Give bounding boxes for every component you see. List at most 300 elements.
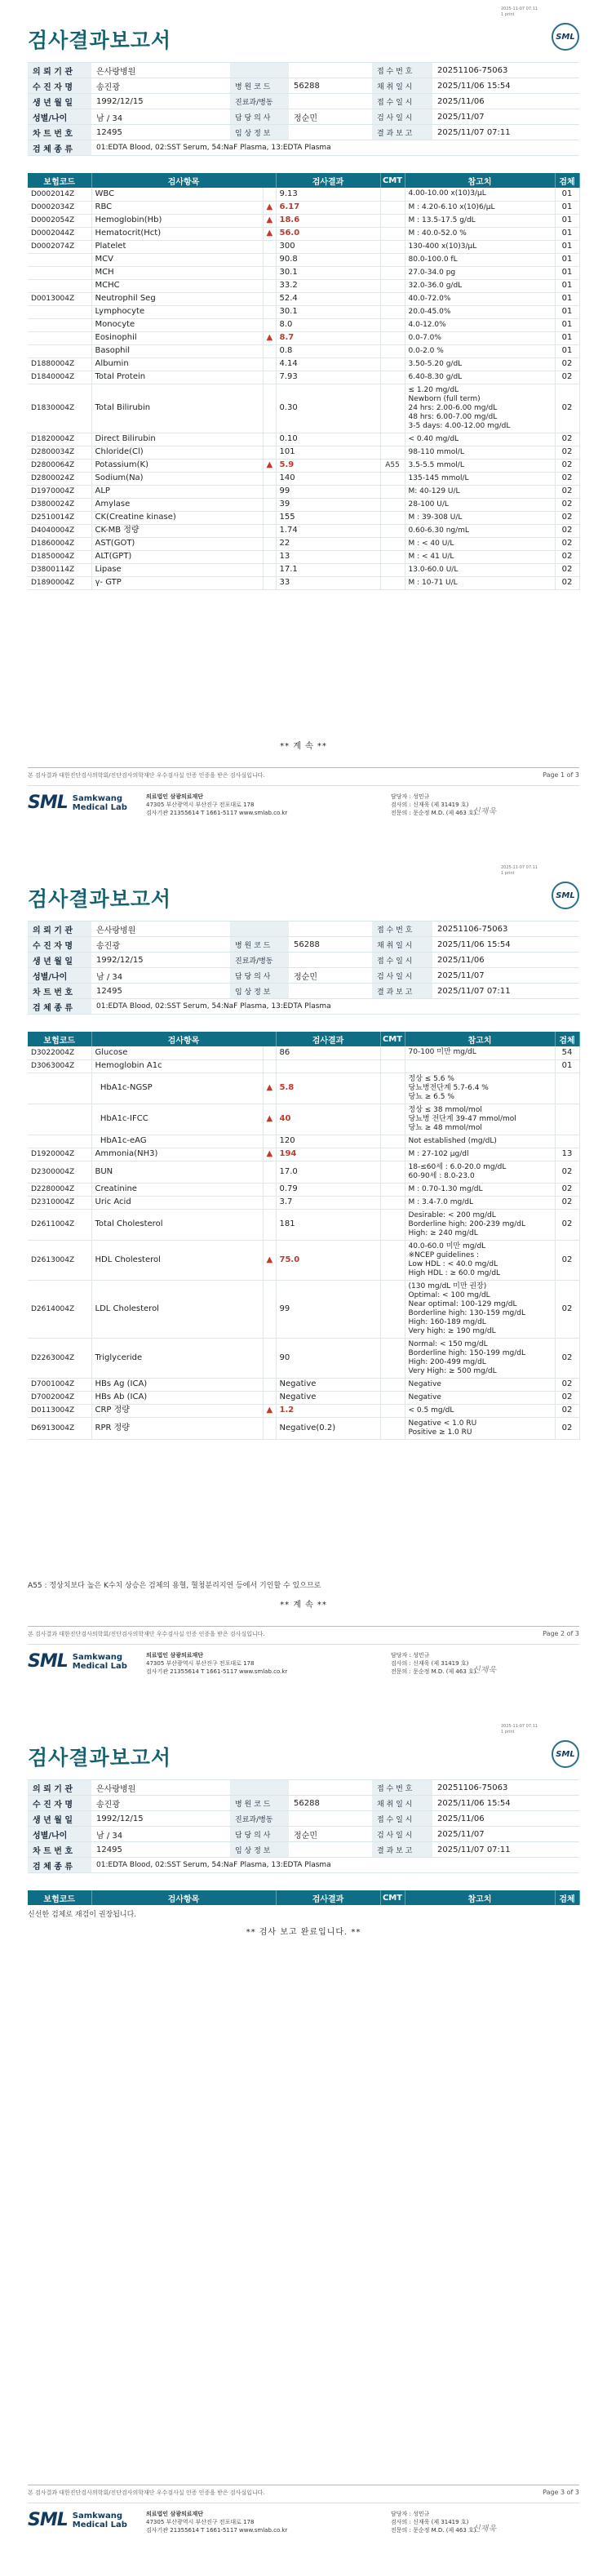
- comment-code: [380, 485, 405, 498]
- comment-code: [380, 1183, 405, 1196]
- specimen-code: 02: [555, 576, 579, 589]
- high-flag-icon: [263, 498, 276, 511]
- info-value: 1992/12/15: [91, 1811, 230, 1827]
- info-value: 2025/11/06 15:54: [432, 1796, 579, 1811]
- reference-range: 27.0-34.0 pg: [405, 266, 555, 279]
- specimen-code: 01: [555, 240, 579, 253]
- info-label: 임 상 정 보: [230, 1842, 289, 1858]
- info-label: 결 과 보 고: [372, 1842, 432, 1858]
- reference-range: 13.0-60.0 U/L: [405, 563, 555, 576]
- test-result: 30.1: [276, 305, 380, 318]
- comment-code: [380, 1404, 405, 1417]
- test-result: 33.2: [276, 279, 380, 292]
- footer-note: 본 검사결과 대한진단검사의학회/진단검사의학재단 우수검사실 인증 인증을 받은 검사실입니다.: [28, 772, 265, 779]
- specimen-code: 02: [555, 433, 579, 446]
- high-flag-icon: ▲: [263, 214, 276, 227]
- signatories: 담당자 : 성민규 검사의 : 신재욱 (제 31419 호) 전문의 : 문순정 M.D. (제 463 호): [391, 1652, 476, 1675]
- specimen-code: 01: [555, 1059, 579, 1073]
- table-row: [28, 1404, 579, 1417]
- test-result: 155: [276, 511, 380, 524]
- reference-range: 0.60-6.30 ng/mL: [405, 524, 555, 537]
- info-label: 검 사 일 시: [372, 968, 432, 984]
- test-result: 52.4: [276, 292, 380, 305]
- info-label: 진료과/병동: [230, 953, 289, 968]
- test-item: Total Bilirubin: [91, 384, 263, 433]
- col-result: 검사결과: [276, 173, 380, 188]
- comment-code: [380, 537, 405, 550]
- test-result: Negative: [276, 1378, 380, 1391]
- comment-code: [380, 1161, 405, 1183]
- reference-range: Negative: [405, 1391, 555, 1404]
- table-row: [28, 344, 579, 358]
- info-value: 20251106-75063: [432, 63, 579, 78]
- info-value: 남 / 34: [91, 1827, 230, 1842]
- table-row: [28, 358, 579, 371]
- reference-range: < 0.40 mg/dL: [405, 433, 555, 446]
- high-flag-icon: [263, 485, 276, 498]
- specimen-code: 02: [555, 371, 579, 384]
- info-label: 채 취 일 시: [372, 937, 432, 953]
- test-result: 90: [276, 1338, 380, 1378]
- report-page-2: [0, 859, 607, 1717]
- test-result: 17.1: [276, 563, 380, 576]
- test-result: 1.74: [276, 524, 380, 537]
- table-row: [28, 459, 579, 472]
- comment-code: [380, 524, 405, 537]
- info-label: 진료과/병동: [230, 1811, 289, 1827]
- comment-code: [380, 498, 405, 511]
- reference-range: 130-400 x(10)3/μL: [405, 240, 555, 253]
- info-value: 2025/11/06 15:54: [432, 78, 579, 94]
- info-label: 담 당 의 사: [230, 1827, 289, 1842]
- specimen-code: 02: [555, 511, 579, 524]
- high-flag-icon: [263, 253, 276, 266]
- test-item: Hemoglobin A1c: [91, 1059, 263, 1073]
- test-item: Hematocrit(Hct): [91, 227, 263, 240]
- comment-note: A55 : 정상치보다 높은 K수치 상승은 검체의 용혈, 혈청분리지연 등에서 기인할 수 있으므로: [28, 1582, 321, 1590]
- test-item: Monocyte: [91, 318, 263, 331]
- comment-code: [380, 1073, 405, 1104]
- specimen-code: 01: [555, 188, 579, 201]
- info-label: 수 진 자 명: [28, 1796, 91, 1811]
- specimen-code: 01: [555, 344, 579, 358]
- signatories: 담당자 : 성민규 검사의 : 신재욱 (제 31419 호) 전문의 : 문순정 M.D. (제 463 호): [391, 793, 476, 816]
- col-item: 검사항목: [91, 1032, 276, 1046]
- insurance-code: D2613004Z: [28, 1240, 91, 1280]
- table-row: [28, 253, 579, 266]
- test-item: Neutrophil Seg: [91, 292, 263, 305]
- test-item: Hemoglobin(Hb): [91, 214, 263, 227]
- test-result: 40: [276, 1104, 380, 1135]
- comment-code: [380, 279, 405, 292]
- info-value: 56288: [289, 1796, 372, 1811]
- results-table: [28, 173, 580, 590]
- table-row: [28, 201, 579, 214]
- reference-range: 70-100 미만 mg/dL: [405, 1046, 555, 1059]
- test-result: 0.30: [276, 384, 380, 433]
- insurance-code: D2263004Z: [28, 1338, 91, 1378]
- reference-range: 0.0-2.0 %: [405, 344, 555, 358]
- high-flag-icon: [263, 446, 276, 459]
- info-label: 차 트 번 호: [28, 984, 91, 999]
- test-item: HBs Ab (ICA): [91, 1391, 263, 1404]
- reference-range: 4.00-10.00 x(10)3/μL: [405, 188, 555, 201]
- test-result: 99: [276, 1280, 380, 1338]
- comment-code: [380, 1135, 405, 1148]
- insurance-code: D6913004Z: [28, 1417, 91, 1439]
- info-label: 결 과 보 고: [372, 125, 432, 140]
- comment-code: [380, 472, 405, 485]
- reference-range: 20.0-45.0%: [405, 305, 555, 318]
- test-result: 90.8: [276, 253, 380, 266]
- info-label: 검 체 종 류: [28, 1858, 91, 1873]
- test-result: 99: [276, 485, 380, 498]
- comment-code: [380, 1280, 405, 1338]
- insurance-code: D3022004Z: [28, 1046, 91, 1059]
- insurance-code: D2800034Z: [28, 446, 91, 459]
- comment-code: [380, 1240, 405, 1280]
- sml-logo-icon: SML: [552, 882, 579, 909]
- specimen-code: 01: [555, 279, 579, 292]
- reference-range: 3.50-5.20 g/dL: [405, 358, 555, 371]
- test-item: RBC: [91, 201, 263, 214]
- test-item: Total Cholesterol: [91, 1209, 263, 1240]
- page-number: Page 2 of 3: [543, 1630, 579, 1637]
- high-flag-icon: [263, 1046, 276, 1059]
- specimen-code: 01: [555, 318, 579, 331]
- lab-address: 의료법인 삼광의료재단 47305 부산광역시 부산진구 전포대로 178 검사기관 21355614 T 1661-5117 www.smlab.co.kr: [146, 2511, 288, 2534]
- lab-address: 의료법인 삼광의료재단 47305 부산광역시 부산진구 전포대로 178 검사기관 21355614 T 1661-5117 www.smlab.co.kr: [146, 793, 288, 816]
- info-label: 접 수 일 시: [372, 953, 432, 968]
- test-result: 5.8: [276, 1073, 380, 1104]
- table-row: [28, 1104, 579, 1135]
- high-flag-icon: [263, 292, 276, 305]
- col-code: 보험코드: [28, 1032, 91, 1046]
- high-flag-icon: ▲: [263, 1104, 276, 1135]
- test-result: 86: [276, 1046, 380, 1059]
- insurance-code: [28, 344, 91, 358]
- test-result: 0.10: [276, 433, 380, 446]
- insurance-code: D1860004Z: [28, 537, 91, 550]
- high-flag-icon: [263, 563, 276, 576]
- test-result: 22: [276, 537, 380, 550]
- info-label: [230, 63, 289, 78]
- info-label: 진료과/병동: [230, 94, 289, 109]
- high-flag-icon: [263, 1378, 276, 1391]
- reference-range: M : < 40 U/L: [405, 537, 555, 550]
- high-flag-icon: [263, 472, 276, 485]
- info-value: 2025/11/06: [432, 1811, 579, 1827]
- high-flag-icon: [263, 344, 276, 358]
- info-value: [289, 984, 372, 999]
- test-result: 0.8: [276, 344, 380, 358]
- comment-code: [380, 433, 405, 446]
- table-row: [28, 214, 579, 227]
- test-item: Amylase: [91, 498, 263, 511]
- comment-code: [380, 1148, 405, 1161]
- patient-info-table: [28, 921, 579, 1015]
- high-flag-icon: ▲: [263, 331, 276, 344]
- page-number: Page 3 of 3: [543, 2489, 579, 2496]
- comment-code: [380, 1104, 405, 1135]
- specimen-code: 02: [555, 1338, 579, 1378]
- test-item: Glucose: [91, 1046, 263, 1059]
- info-value: [289, 125, 372, 140]
- recheck-note: 신선한 검체로 재검이 권장됩니다.: [28, 1911, 137, 1919]
- results-table: [28, 1890, 580, 1905]
- print-meta: 2025-11-07 07:11 1 print: [501, 1724, 538, 1734]
- test-item: MCHC: [91, 279, 263, 292]
- insurance-code: D1830004Z: [28, 384, 91, 433]
- table-row: [28, 188, 579, 201]
- insurance-code: D0002044Z: [28, 227, 91, 240]
- insurance-code: D0013004Z: [28, 292, 91, 305]
- info-label: 접 수 일 시: [372, 94, 432, 109]
- samkwang-logo: SML Samkwang Medical Lab: [28, 793, 127, 813]
- info-value: [289, 922, 372, 937]
- info-label: 검 체 종 류: [28, 999, 91, 1015]
- high-flag-icon: [263, 576, 276, 589]
- info-value: 01:EDTA Blood, 02:SST Serum, 54:NaF Plasma, 13:EDTA Plasma: [91, 140, 579, 156]
- col-result: 검사결과: [276, 1032, 380, 1046]
- print-meta: 2025-11-07 07:11 1 print: [501, 7, 538, 17]
- info-value: 12495: [91, 984, 230, 999]
- test-result: 1.2: [276, 1404, 380, 1417]
- report-page-3: [0, 1717, 607, 2576]
- table-row: [28, 550, 579, 563]
- table-row: [28, 1148, 579, 1161]
- test-result: 9.13: [276, 188, 380, 201]
- info-value: [289, 1811, 372, 1827]
- comment-code: [380, 240, 405, 253]
- info-value: 송진광: [91, 937, 230, 953]
- footer-note: 본 검사결과 대한진단검사의학회/진단검사의학재단 우수검사실 인증 인증을 받은 검사실입니다.: [28, 1631, 265, 1637]
- info-value: 2025/11/07: [432, 968, 579, 984]
- reference-range: 0.0-7.0%: [405, 331, 555, 344]
- test-result: 17.0: [276, 1161, 380, 1183]
- insurance-code: D1840004Z: [28, 371, 91, 384]
- info-label: 담 당 의 사: [230, 968, 289, 984]
- comment-code: [380, 227, 405, 240]
- info-label: 접 수 번 호: [372, 1780, 432, 1796]
- high-flag-icon: [263, 279, 276, 292]
- sml-logo-icon: SML: [552, 23, 579, 51]
- reference-range: 3.5-5.5 mmol/L: [405, 459, 555, 472]
- table-row: [28, 537, 579, 550]
- high-flag-icon: [263, 1161, 276, 1183]
- comment-code: [380, 384, 405, 433]
- specimen-code: 02: [555, 498, 579, 511]
- report-page-1: [0, 0, 607, 859]
- specimen-code: 02: [555, 358, 579, 371]
- specimen-code: 02: [555, 1161, 579, 1183]
- high-flag-icon: [263, 240, 276, 253]
- high-flag-icon: [263, 1391, 276, 1404]
- table-row: [28, 1046, 579, 1059]
- high-flag-icon: [263, 1417, 276, 1439]
- table-row: [28, 498, 579, 511]
- col-cmt: CMT: [380, 173, 405, 188]
- col-spec: 검체: [555, 1032, 579, 1046]
- specimen-code: 02: [555, 1417, 579, 1439]
- reference-range: M : 13.5-17.5 g/dL: [405, 214, 555, 227]
- info-label: [230, 922, 289, 937]
- insurance-code: D2310004Z: [28, 1196, 91, 1209]
- specimen-code: 02: [555, 1240, 579, 1280]
- info-value: 1992/12/15: [91, 94, 230, 109]
- info-value: 정순민: [289, 1827, 372, 1842]
- comment-code: [380, 253, 405, 266]
- specimen-code: [555, 1135, 579, 1148]
- reference-range: Negative: [405, 1378, 555, 1391]
- high-flag-icon: [263, 1209, 276, 1240]
- table-row: [28, 1417, 579, 1439]
- reference-range: 98-110 mmol/L: [405, 446, 555, 459]
- info-value: [289, 94, 372, 109]
- signature: 신재욱: [472, 1666, 496, 1675]
- insurance-code: D1880004Z: [28, 358, 91, 371]
- info-label: 검 사 일 시: [372, 1827, 432, 1842]
- reference-range: < 0.5 mg/dL: [405, 1404, 555, 1417]
- table-row: [28, 472, 579, 485]
- specimen-code: 13: [555, 1148, 579, 1161]
- test-result: 194: [276, 1148, 380, 1161]
- table-row: [28, 563, 579, 576]
- reference-range: M : 10-71 U/L: [405, 576, 555, 589]
- reference-range: Negative < 1.0 RU Positive ≥ 1.0 RU: [405, 1417, 555, 1439]
- info-value: 2025/11/07 07:11: [432, 984, 579, 999]
- specimen-code: 02: [555, 1196, 579, 1209]
- info-value: 2025/11/07 07:11: [432, 1842, 579, 1858]
- table-row: [28, 1183, 579, 1196]
- table-row: [28, 511, 579, 524]
- specimen-code: 01: [555, 266, 579, 279]
- table-row: [28, 371, 579, 384]
- comment-code: [380, 563, 405, 576]
- info-value: 2025/11/07 07:11: [432, 125, 579, 140]
- info-value: 2025/11/07: [432, 1827, 579, 1842]
- insurance-code: [28, 318, 91, 331]
- reference-range: 40.0-72.0%: [405, 292, 555, 305]
- table-row: [28, 576, 579, 589]
- comment-code: [380, 305, 405, 318]
- specimen-code: 02: [555, 1280, 579, 1338]
- info-value: 12495: [91, 1842, 230, 1858]
- test-item: LDL Cholesterol: [91, 1280, 263, 1338]
- high-flag-icon: [263, 1183, 276, 1196]
- reference-range: (130 mg/dL 미만 권장) Optimal: < 100 mg/dL Near optimal: 100-129 mg/dL Borderline high: 130-159 mg/dL High: 160-189 mg/dL Very high: ≥ 190 mg/dL: [405, 1280, 555, 1338]
- page-title: 검사결과보고서: [28, 887, 172, 911]
- test-result: 3.7: [276, 1196, 380, 1209]
- test-result: 8.7: [276, 331, 380, 344]
- page-title: 검사결과보고서: [28, 29, 172, 52]
- test-result: 101: [276, 446, 380, 459]
- test-item: Lymphocyte: [91, 305, 263, 318]
- comment-code: A55: [380, 459, 405, 472]
- info-label: 병 원 코 드: [230, 78, 289, 94]
- table-row: [28, 384, 579, 433]
- test-item: ALP: [91, 485, 263, 498]
- continue-mark: ** 계 속 **: [280, 1601, 327, 1610]
- info-value: 2025/11/07: [432, 109, 579, 125]
- complete-mark: ** 검사 보고 완료입니다. **: [246, 1928, 361, 1937]
- col-ref: 참고치: [405, 1032, 555, 1046]
- reference-range: ≤ 1.20 mg/dL Newborn (full term) 24 hrs: 2.00-6.00 mg/dL 48 hrs: 6.00-7.00 mg/dL 3-5 days: 4.00-12.00 mg/dL: [405, 384, 555, 433]
- test-result: 56.0: [276, 227, 380, 240]
- test-item: CRP 정량: [91, 1404, 263, 1417]
- test-item: HBs Ag (ICA): [91, 1378, 263, 1391]
- samkwang-logo: SML Samkwang Medical Lab: [28, 1651, 127, 1672]
- insurance-code: D0002074Z: [28, 240, 91, 253]
- comment-code: [380, 550, 405, 563]
- high-flag-icon: [263, 1280, 276, 1338]
- comment-code: [380, 511, 405, 524]
- comment-code: [380, 188, 405, 201]
- info-value: 1992/12/15: [91, 953, 230, 968]
- col-code: 보험코드: [28, 1890, 91, 1905]
- test-item: Direct Bilirubin: [91, 433, 263, 446]
- test-item: Chloride(Cl): [91, 446, 263, 459]
- table-row: [28, 1135, 579, 1148]
- high-flag-icon: ▲: [263, 1240, 276, 1280]
- test-item: HDL Cholesterol: [91, 1240, 263, 1280]
- test-item: Uric Acid: [91, 1196, 263, 1209]
- test-result: 0.79: [276, 1183, 380, 1196]
- test-item: HbA1c-IFCC: [91, 1104, 263, 1135]
- insurance-code: [28, 1104, 91, 1135]
- high-flag-icon: [263, 1059, 276, 1073]
- test-result: 4.14: [276, 358, 380, 371]
- comment-code: [380, 266, 405, 279]
- high-flag-icon: ▲: [263, 201, 276, 214]
- specimen-code: 02: [555, 563, 579, 576]
- test-result: 39: [276, 498, 380, 511]
- specimen-code: 01: [555, 331, 579, 344]
- col-item: 검사항목: [91, 1890, 276, 1905]
- info-value: 남 / 34: [91, 968, 230, 984]
- reference-range: 40.0-60.0 미만 mg/dL ※NCEP guidelines : Low HDL : < 40.0 mg/dL High HDL : ≥ 60.0 mg/dL: [405, 1240, 555, 1280]
- insurance-code: D3800114Z: [28, 563, 91, 576]
- high-flag-icon: ▲: [263, 1404, 276, 1417]
- reference-range: M: 40-129 U/L: [405, 485, 555, 498]
- info-label: 의 뢰 기 관: [28, 922, 91, 937]
- col-item: 검사항목: [91, 173, 276, 188]
- patient-info-table: [28, 1779, 579, 1873]
- info-label: 의 뢰 기 관: [28, 63, 91, 78]
- comment-code: [380, 1338, 405, 1378]
- high-flag-icon: [263, 384, 276, 433]
- reference-range: 28-100 U/L: [405, 498, 555, 511]
- table-row: [28, 433, 579, 446]
- insurance-code: D2611004Z: [28, 1209, 91, 1240]
- info-value: 은사랑병원: [91, 1780, 230, 1796]
- test-item: Eosinophil: [91, 331, 263, 344]
- table-row: [28, 1378, 579, 1391]
- col-ref: 참고치: [405, 1890, 555, 1905]
- comment-code: [380, 371, 405, 384]
- table-row: [28, 279, 579, 292]
- table-row: [28, 524, 579, 537]
- info-label: 성별/나이: [28, 109, 91, 125]
- test-item: Total Protein: [91, 371, 263, 384]
- table-row: [28, 240, 579, 253]
- info-value: 01:EDTA Blood, 02:SST Serum, 54:NaF Plasma, 13:EDTA Plasma: [91, 1858, 579, 1873]
- high-flag-icon: [263, 1196, 276, 1209]
- insurance-code: D3063004Z: [28, 1059, 91, 1073]
- high-flag-icon: [263, 1135, 276, 1148]
- comment-code: [380, 1378, 405, 1391]
- info-value: 남 / 34: [91, 109, 230, 125]
